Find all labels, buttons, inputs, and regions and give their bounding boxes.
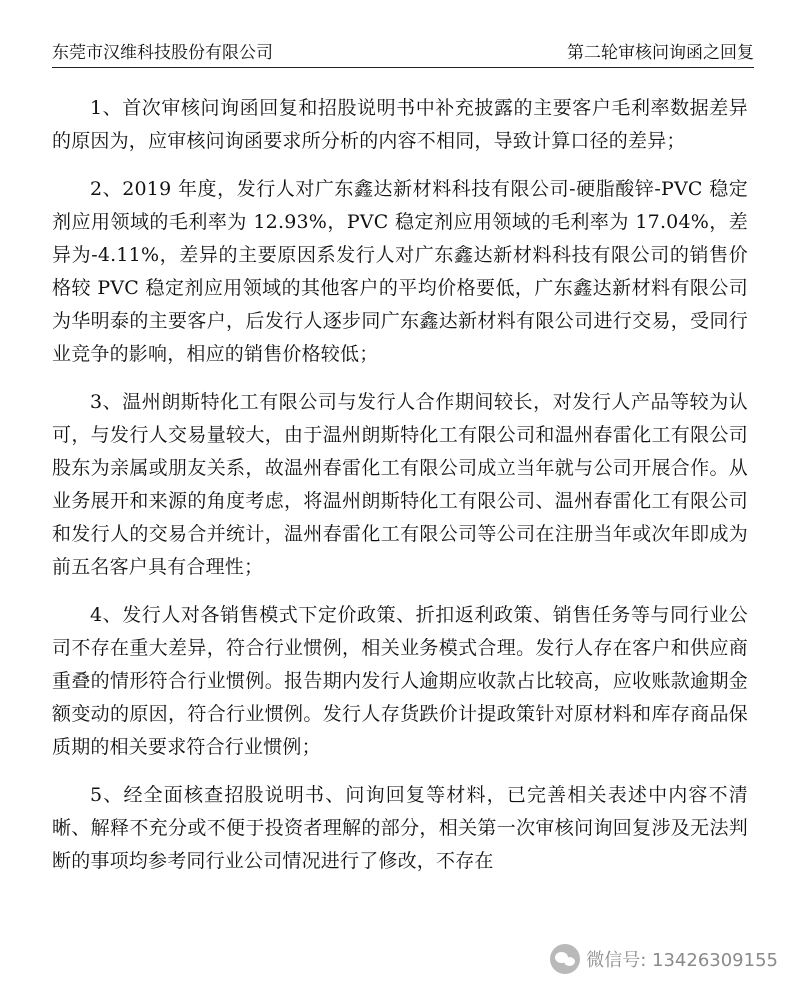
document-title: 第二轮审核问询函之回复 [567,43,754,63]
page-header [52,39,754,68]
paragraph-2: 2、2019 年度，发行人对广东鑫达新材料科技有限公司-硬脂酸锌-PVC 稳定剂应用领域的毛利率为 12.93%，PVC 稳定剂应用领域的毛利率为 17.04%，差异为-4.11%，差异的主要原因系发行人对广东鑫达新材料科技有限公司的销售价格较 PVC 稳定剂应用领域的其他客户的平均价格要低，广东鑫达新材料有限公司为华明泰的主要客户，后发行人逐步同广东鑫达新材料有限公司进行交易，受同行业竞争的影响，相应的销售价格较低； [52,178,748,365]
wechat-watermark [546,942,786,976]
paragraph-1: 1、首次审核问询函回复和招股说明书中补充披露的主要客户毛利率数据差异的原因为，应审核问询函要求所分析的内容不相同，导致计算口径的差异； [52,97,748,152]
document-body [52,92,748,878]
paragraph-3: 3、温州朗斯特化工有限公司与发行人合作期间较长，对发行人产品等较为认可，与发行人交易量较大，由于温州朗斯特化工有限公司和温州春雷化工有限公司股东为亲属或朋友关系，故温州春雷化工有限公司成立当年就与公司开展合作。从业务展开和来源的角度考虑，将温州朗斯特化工有限公司、温州春雷化工有限公司和发行人的交易合并统计，温州春雷化工有限公司等公司在注册当年或次年即成为前五名客户具有合理性； [52,391,748,578]
paragraph-5: 5、经全面核查招股说明书、问询回复等材料，已完善相关表述中内容不清晰、解释不充分或不便于投资者理解的部分，相关第一次审核问询回复涉及无法判断的事项均参考同行业公司情况进行了修改，不存在 [52,784,748,872]
company-name: 东莞市汉维科技股份有限公司 [52,43,273,63]
wechat-icon [550,944,580,974]
watermark-text: 微信号: 13426309155 [586,950,778,971]
paragraph-4: 4、发行人对各销售模式下定价政策、折扣返利政策、销售任务等与同行业公司不存在重大差异，符合行业惯例，相关业务模式合理。发行人存在客户和供应商重叠的情形符合行业惯例。报告期内发行人逾期应收款占比较高，应收账款逾期金额变动的原因，符合行业惯例。发行人存货跌价计提政策针对原材料和库存商品保质期的相关要求符合行业惯例； [52,604,748,758]
